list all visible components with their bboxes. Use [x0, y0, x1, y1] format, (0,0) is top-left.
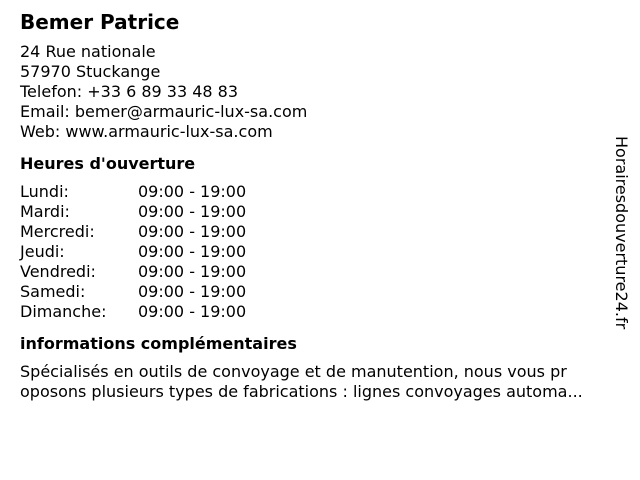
hours-day: Jeudi:	[20, 242, 65, 261]
hours-row	[20, 242, 246, 262]
hours-day: Dimanche:	[20, 302, 107, 321]
phone-line: Telefon: +33 6 89 33 48 83	[20, 82, 239, 101]
hours-day: Samedi:	[20, 282, 86, 301]
business-name: Bemer Patrice	[20, 10, 180, 34]
hours-row	[20, 302, 246, 322]
hours-title: Heures d'ouverture	[20, 154, 196, 173]
hours-time: 09:00 - 19:00	[138, 282, 247, 301]
hours-time: 09:00 - 19:00	[138, 182, 247, 201]
info-title: informations complémentaires	[20, 334, 297, 353]
hours-day: Mercredi:	[20, 222, 95, 241]
hours-table	[20, 182, 246, 322]
hours-time: 09:00 - 19:00	[138, 242, 247, 261]
web-line: Web: www.armauric-lux-sa.com	[20, 122, 273, 141]
hours-row	[20, 282, 246, 302]
address-city: 57970 Stuckange	[20, 62, 161, 81]
hours-row	[20, 222, 246, 242]
business-card	[20, 8, 620, 402]
hours-row	[20, 202, 246, 222]
hours-day: Lundi:	[20, 182, 69, 201]
info-text-line2: oposons plusieurs types de fabrications : lignes convoyages automa...	[20, 382, 583, 401]
site-brand-text: Horairesdouverture24.fr	[612, 136, 631, 330]
email-line: Email: bemer@armauric-lux-sa.com	[20, 102, 308, 121]
hours-row	[20, 182, 246, 202]
hours-day: Vendredi:	[20, 262, 96, 281]
hours-time: 09:00 - 19:00	[138, 302, 247, 321]
hours-time: 09:00 - 19:00	[138, 262, 247, 281]
hours-row	[20, 262, 246, 282]
hours-time: 09:00 - 19:00	[138, 222, 247, 241]
hours-day: Mardi:	[20, 202, 70, 221]
hours-time: 09:00 - 19:00	[138, 202, 247, 221]
address-street: 24 Rue nationale	[20, 42, 156, 61]
info-text-line1: Spécialisés en outils de convoyage et de manutention, nous vous pr	[20, 362, 567, 381]
